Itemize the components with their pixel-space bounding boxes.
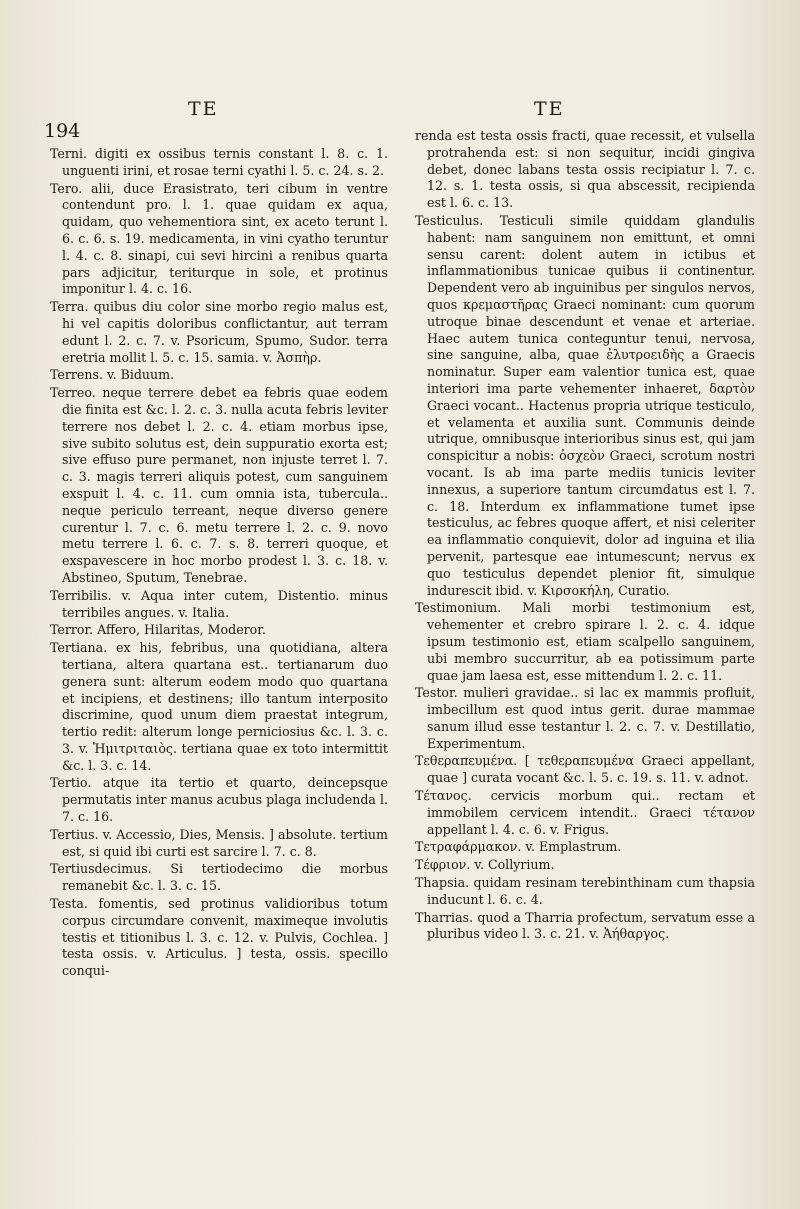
- dictionary-entry: [50, 588, 388, 622]
- entry-headword: Tharrias: [415, 909, 470, 925]
- dictionary-entry: [415, 839, 755, 856]
- dictionary-entry: [415, 213, 755, 599]
- left-column: [50, 146, 388, 981]
- dictionary-entry: [50, 861, 388, 895]
- entry-text: . neque terrere debet ea febris quae eodem die finita est &c. l. 2. c. 3. nulla acuta febris leviter terrere nos debet l. 2. c. 4. etiam morbus ipse, sive subito solutus est, dein suppuratio exorta est; sive effuso pure permanet, non injuste terret l. 7. c. 3. magis terreri aliquis potest, cum sanguinem exspuit l. 4. c. 11. cum omnia ista, tubercula.. neque periculo terreant, neque diverso genere curentur l. 7. c. 6. metu terrere l. 2. c. 9. novo metu terrere l. 6. c. 7. s. 8. terreri quoque, et exspavescere in hoc morbo prodest l. 3. c. 18. v. Abstineo, Sputum, Tenebrae.: [62, 385, 388, 585]
- dictionary-entry: [415, 685, 755, 752]
- entry-headword: Testimonium: [415, 600, 498, 616]
- dictionary-entry: [415, 753, 755, 787]
- dictionary-entry: [415, 875, 755, 909]
- running-head-right: TE: [534, 98, 565, 120]
- entry-text: . atque ita tertio et quarto, deincepsque permutatis inter manus acubus plaga includenda l. 7. c. 16.: [62, 775, 388, 825]
- entry-headword: Thapsia: [415, 875, 466, 891]
- entry-text: . mulieri gravidae.. si lac ex mammis profluit, imbecillum est quod intus gerit. durae mammae sanum illud esse testantur l. 2. c. 7. v. Destillatio, Experimentum.: [427, 685, 755, 751]
- entry-text: . digiti ex ossibus ternis constant l. 8. c. 1. unguenti irini, et rosae terni cyathi l. 5. c. 24. s. 2.: [62, 146, 388, 178]
- entry-text: . Testiculi simile quiddam glandulis habent: nam sanguinem non emittunt, et omni sensu carent: dolent autem in ictibus et inflammationibus tunicae quibus ii continentur. Dependent vero ab inguinibus per singulos nervos, quos κρεμαστῆρας Graeci nominant: cum quorum utroque binae descendunt et venae et arteriae. Haec autem tunica conteguntur tenui, nervosa, sine sanguine, alba, quae ἐλυτροειδὴς a Graecis nominatur. Super eam valentior tunica est, quae interiori ima parte vehementer inhaeret, δαρτὸν Graeci vocant.. Hactenus propria utrique testiculo, et velamenta et auxilia sunt. Communis deinde utrique, omnibusque interioribus sinus est, qui jam conspicitur a nobis: ὀσχεὸν Graeci, scrotum nostri vocant. Is ab ima parte mediis tunicis leviter innexus, a superiore tantum circumdatus est l. 7. c. 18. Interdum ex inflammatione tumet ipse testiculus, ac febres quoque affert, et nisi celeriter ea inflammatio conquievit, dolor ad inguina et ilia pervenit, partesque eae intumescunt; nervus ex quo testiculus dependet plenior fit, simulque indurescit ibid. v. Κιρσοκήλη, Curatio.: [427, 212, 755, 598]
- entry-text: . v. Aqua inter cutem, Distentio. minus terribiles angues. v. Italia.: [62, 587, 388, 620]
- entry-text: . v. Accessio, Dies, Mensis. ] absolute. tertium est, si quid ibi curti est sarcire l. 7. c. 8.: [62, 826, 388, 859]
- entry-headword: Testiculus: [415, 212, 480, 228]
- dictionary-entry: [50, 827, 388, 861]
- entry-headword: Testa: [50, 896, 84, 912]
- page-number: 194: [44, 120, 81, 142]
- dictionary-entry: [50, 299, 388, 366]
- entry-text: . Mali morbi testimonium est, vehementer et crebro spirare l. 2. c. 4. idque ipsum testimonio est, etiam scalpello sanguinem, ubi membro succurritur, ab ea potissimum parte quae jam laesa est, esse mittendum l. 2. c. 11.: [427, 600, 755, 683]
- entry-headword: Terror: [50, 622, 90, 638]
- dictionary-entry: [415, 128, 755, 212]
- entry-text: . v. Collyrium.: [466, 857, 555, 873]
- entry-headword: Terreo: [50, 385, 92, 401]
- entry-headword: Τεθεραπευμένα: [415, 753, 514, 769]
- entry-headword: Tertiusdecimus: [50, 861, 148, 877]
- entry-text: . v. Emplastrum.: [517, 839, 622, 855]
- entry-text: . fomentis, sed protinus validioribus totum corpus circumdare convenit, maximeque involutis testis et titionibus l. 3. c. 12. v. Pulvis, Cochlea. ] testa ossis. v. Articulus. ] testa, ossis. specillo conqui-: [62, 896, 388, 979]
- entry-headword: Τετραφάρμακον: [415, 839, 518, 855]
- entry-text: . Si tertiodecimo die morbus remanebit &c. l. 3. c. 15.: [62, 861, 388, 894]
- entry-headword: Τέτανος: [415, 788, 468, 804]
- right-column: [415, 128, 755, 944]
- dictionary-entry: [415, 600, 755, 684]
- entry-text: . ex his, febribus, una quotidiana, altera tertiana, altera quartana est.. tertianarum duo genera sunt: alterum eodem modo quo quartana et incipiens, et destinens; illo tantum interposito discrimine, quod unum diem praestat integrum, tertio redit: alterum longe perniciosius &c. l. 3. c. 3. v. Ἡμιτριταιὸς. tertiana quae ex toto intermittit &c. l. 3. c. 14.: [62, 640, 388, 773]
- entry-headword: Tertio: [50, 775, 88, 791]
- entry-text: . quod a Tharria profectum, servatum esse a pluribus video l. 3. c. 21. v. Ἀήθαργος.: [427, 909, 755, 942]
- entry-headword: Terra: [50, 299, 85, 315]
- entry-headword: Terrens: [50, 367, 99, 383]
- entry-headword: Tertiana: [50, 640, 104, 656]
- dictionary-entry: [50, 385, 388, 587]
- dictionary-entry: [50, 640, 388, 774]
- running-head-left: TE: [188, 98, 219, 120]
- entry-text: . Affero, Hilaritas, Moderor.: [89, 622, 266, 638]
- entry-text: . quibus diu color sine morbo regio malus est, hi vel capitis doloribus conflictantur, aut terram edunt l. 2. c. 7. v. Psoricum, Spumo, Sudor. terra eretria mollit l. 5. c. 15. samia. v. Ἀσπὴρ.: [62, 299, 388, 365]
- entry-headword: Testor: [415, 685, 454, 701]
- entry-text: . quidam resinam terebinthinam cum thapsia inducunt l. 6. c. 4.: [427, 875, 755, 907]
- dictionary-entry: [415, 857, 755, 874]
- dictionary-entry: [415, 788, 755, 838]
- entry-text: . [ τεθεραπευμένα Graeci appellant, quae ] curata vocant &c. l. 5. c. 19. s. 11. v. adnot.: [427, 753, 755, 786]
- dictionary-entry: [50, 622, 388, 639]
- dictionary-entry: [50, 181, 388, 299]
- entry-headword: Tero: [50, 180, 79, 196]
- dictionary-entry: [415, 910, 755, 944]
- entry-headword: Τέφριον: [415, 857, 467, 873]
- entry-headword: Terni: [50, 146, 84, 161]
- entry-headword: Terribilis: [50, 587, 108, 603]
- entry-text: renda est testa ossis fracti, quae recessit, et vulsella protrahenda est: si non sequitur, incidi gingiva debet, donec labans testa ossis recipiatur l. 7. c. 12. s. 1. testa ossis, si qua abscessit, recipienda est l. 6. c. 13.: [415, 128, 755, 211]
- dictionary-entry: [50, 367, 388, 384]
- dictionary-entry: [50, 775, 388, 825]
- entry-headword: Tertius: [50, 826, 95, 842]
- entry-text: . v. Biduum.: [98, 367, 175, 383]
- entry-text: . alii, duce Erasistrato, teri cibum in ventre contendunt pro. l. 1. quae quidam ex aqua, quidam, quo vehementiora sint, ex aceto terunt l. 6. c. 6. s. 19. medicamenta, in vini cyatho teruntur l. 4. c. 8. sinapi, cui sevi hircini a renibus quarta pars adjicitur, teriturque in sole, et protinus imponitur l. 4. c. 16.: [62, 180, 388, 297]
- dictionary-entry: [50, 146, 388, 180]
- entry-text: . cervicis morbum qui.. rectam et immobilem cervicem intendit.. Graeci τέτανον appellant l. 4. c. 6. v. Frigus.: [427, 788, 755, 837]
- dictionary-entry: [50, 896, 388, 980]
